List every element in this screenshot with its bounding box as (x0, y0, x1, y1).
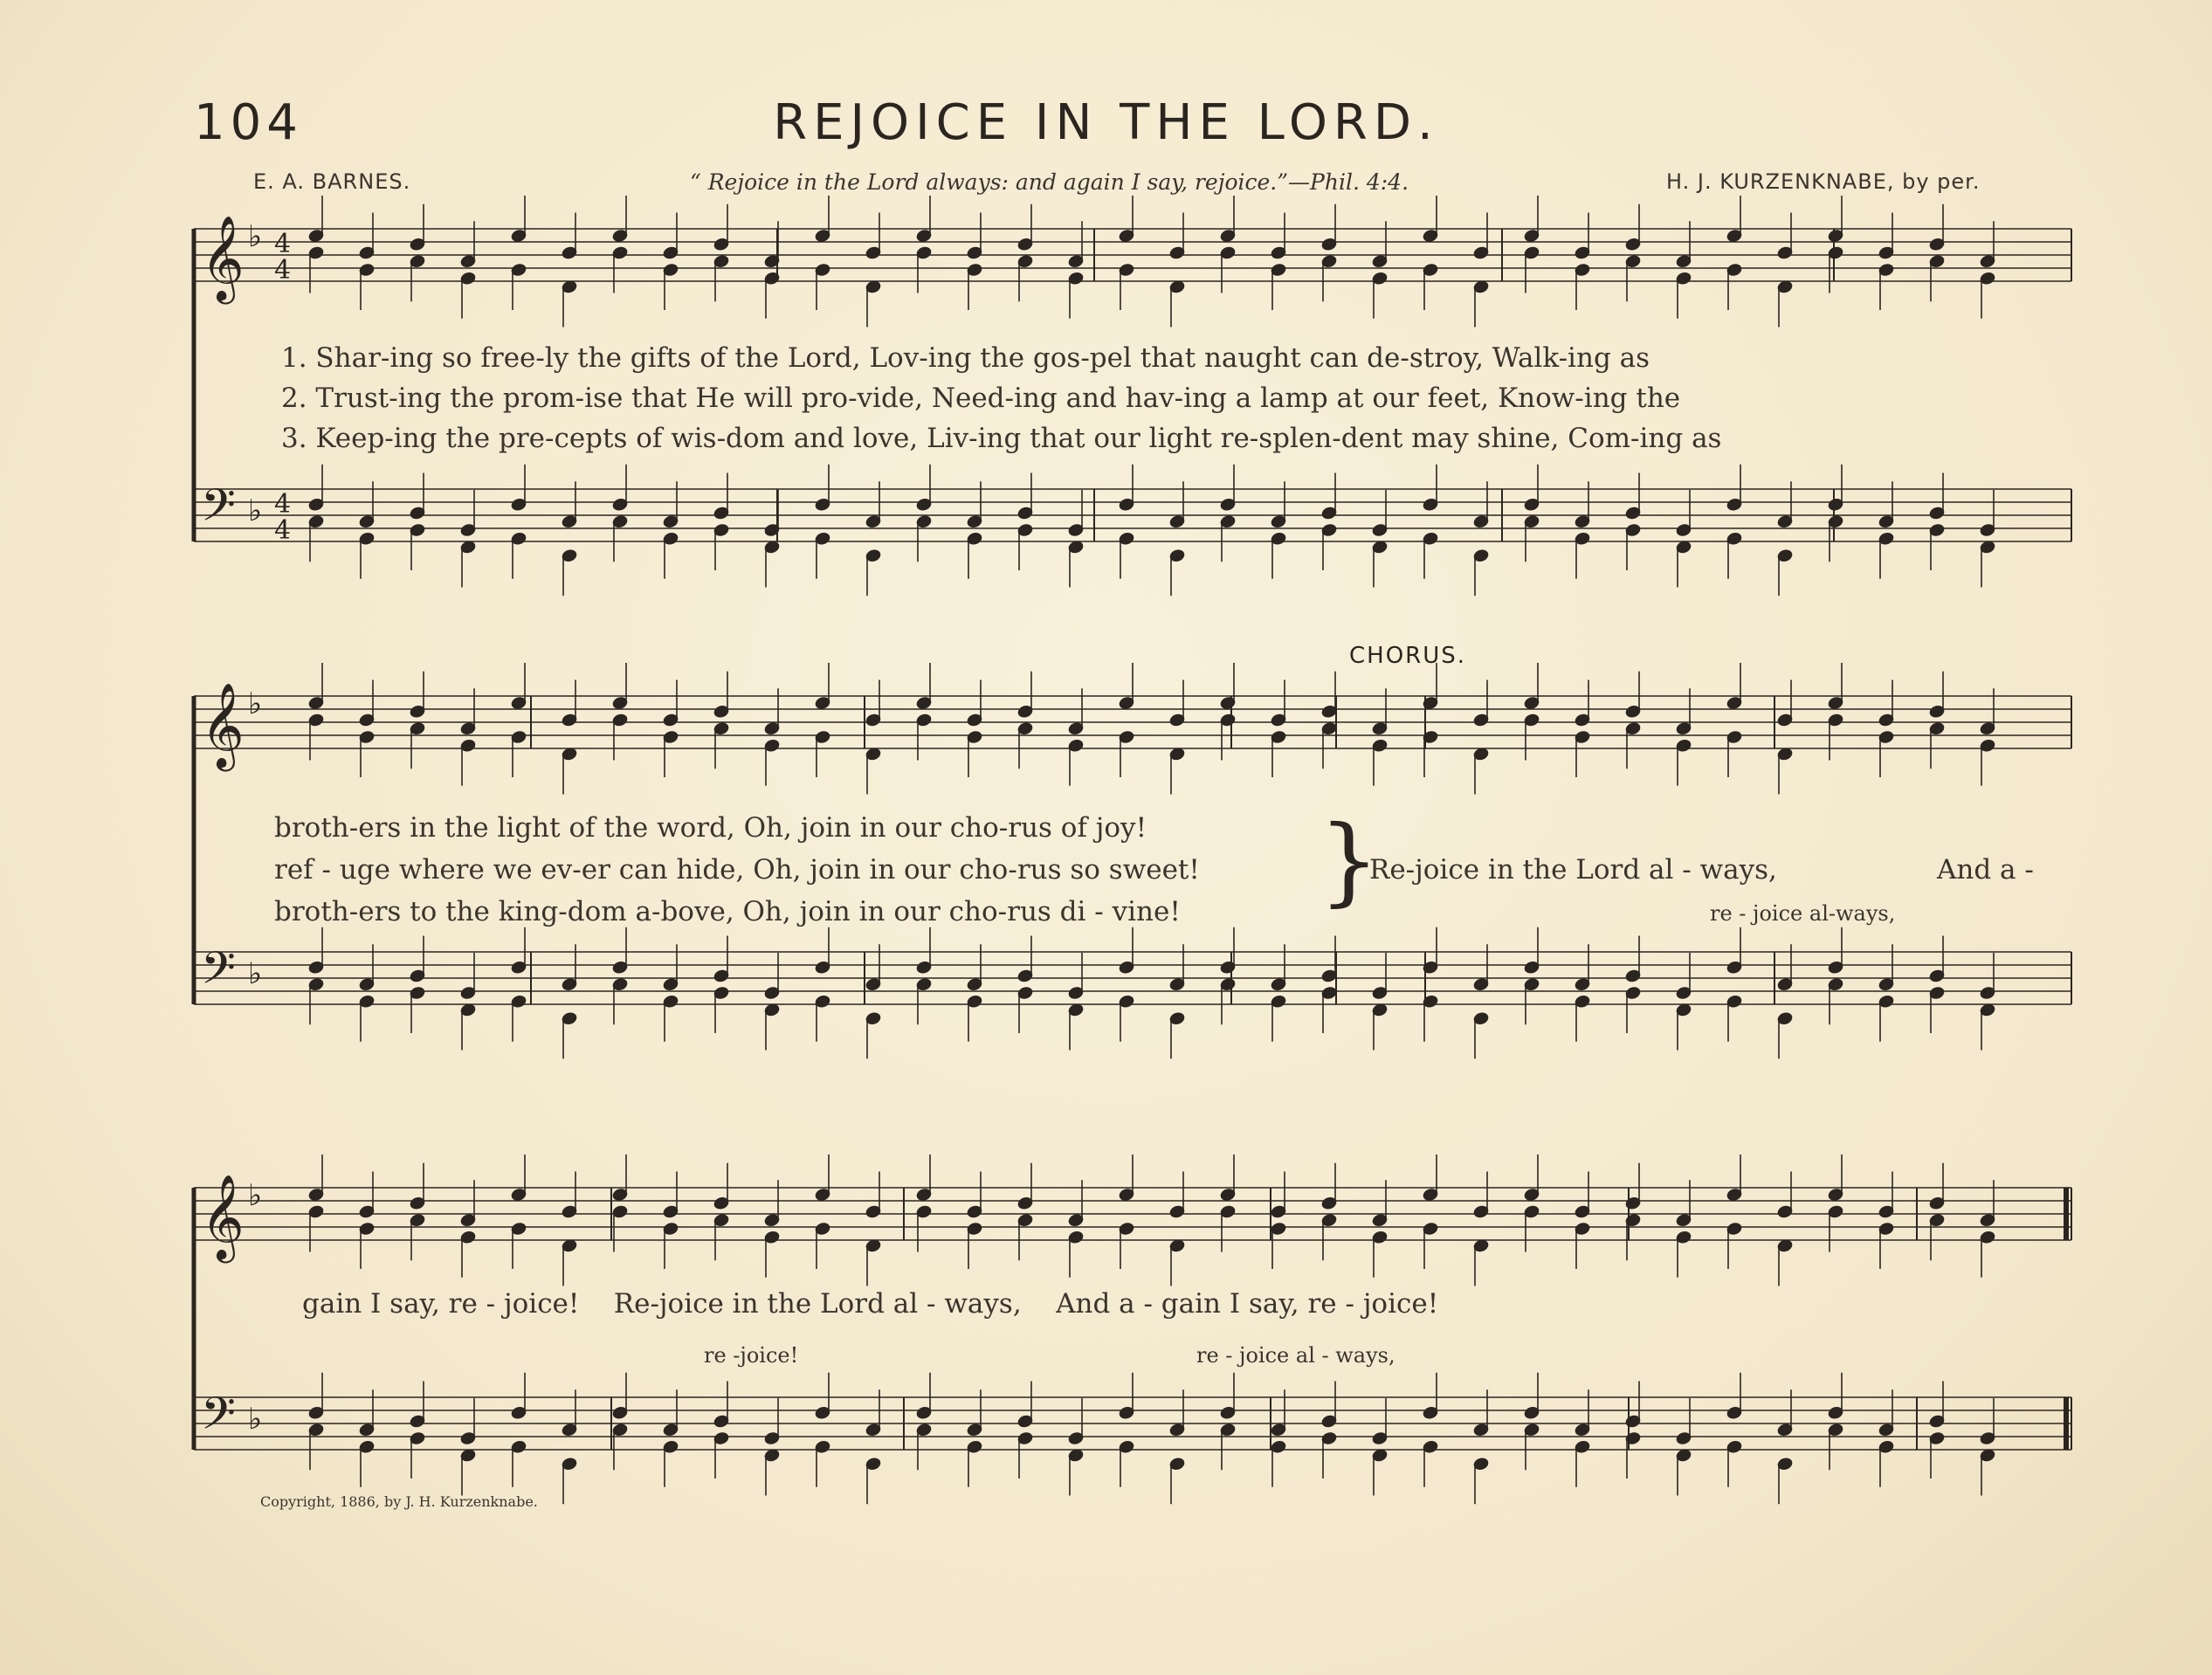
verse-2-line: 2. Trust-ing the prom-ise that He will pro-vide, Need-ing and hav-ing a lamp at our feet, Know-ing the (281, 383, 1681, 414)
alto-echo-lyric-3: re - joice al - ways, (1196, 1343, 1395, 1368)
time-signature-bottom: 4 (274, 255, 292, 286)
flat-sign: ♭ (248, 493, 263, 528)
flat-sign: ♭ (248, 686, 263, 721)
system3-lyric: gain I say, re - joice! Re-joice in the Lord al - ways, And a - gain I say, re - joice! (302, 1288, 1439, 1320)
verse-1-line: 1. Shar-ing so free-ly the gifts of the Lord, Lov-ing the gos-pel that naught can de-stroy, Walk-ing as (281, 342, 1650, 374)
flat-sign: ♭ (248, 956, 263, 991)
flat-sign: ♭ (248, 1178, 263, 1213)
treble-clef: 𝄞 (201, 1174, 245, 1259)
hymn-title: REJOICE IN THE LORD. (773, 94, 1439, 151)
flat-sign: ♭ (248, 219, 263, 254)
treble-clef: 𝄞 (201, 215, 245, 300)
page-number: 104 (194, 94, 303, 151)
chorus-lyric-line-1: Re-joice in the Lord al - ways, (1369, 854, 1777, 886)
system2-verse-1: broth-ers in the light of the word, Oh, join in our cho-rus of joy! (274, 812, 1147, 844)
composer-credit: H. J. KURZENKNABE, by per. (1666, 169, 1981, 194)
alto-echo-lyric-2: re -joice! (704, 1343, 799, 1368)
time-signature-top: 4 (274, 229, 292, 259)
verse-3-line: 3. Keep-ing the pre-cepts of wis-dom and love, Liv-ing that our light re-splen-dent may shine, Com-ing as (281, 423, 1722, 454)
verse-brace: } (1319, 804, 1380, 916)
time-signature-top: 4 (274, 489, 292, 520)
time-signature-bottom: 4 (274, 515, 292, 546)
chorus-heading: CHORUS. (1349, 643, 1467, 669)
flat-sign: ♭ (248, 1402, 263, 1437)
bass-clef: 𝄢 (201, 479, 236, 542)
copyright-notice: Copyright, 1886, by J. H. Kurzenknabe. (260, 1493, 538, 1510)
treble-clef: 𝄞 (201, 682, 245, 768)
author-credit: E. A. BARNES. (253, 169, 411, 194)
scripture-epigraph: “ Rejoice in the Lord always: and again I say, rejoice.”—Phil. 4:4. (690, 169, 1409, 195)
alto-echo-lyric-1: re - joice al-ways, (1710, 901, 1896, 926)
bass-clef: 𝄢 (201, 941, 236, 1005)
bass-clef: 𝄢 (201, 1387, 236, 1451)
system2-verse-2: ref - uge where we ev-er can hide, Oh, join in our cho-rus so sweet! (274, 854, 1200, 886)
system2-verse-3: broth-ers to the king-dom a-bove, Oh, join in our cho-rus di - vine! (274, 896, 1181, 927)
chorus-lyric-line-1-end: And a - (1937, 854, 2034, 886)
